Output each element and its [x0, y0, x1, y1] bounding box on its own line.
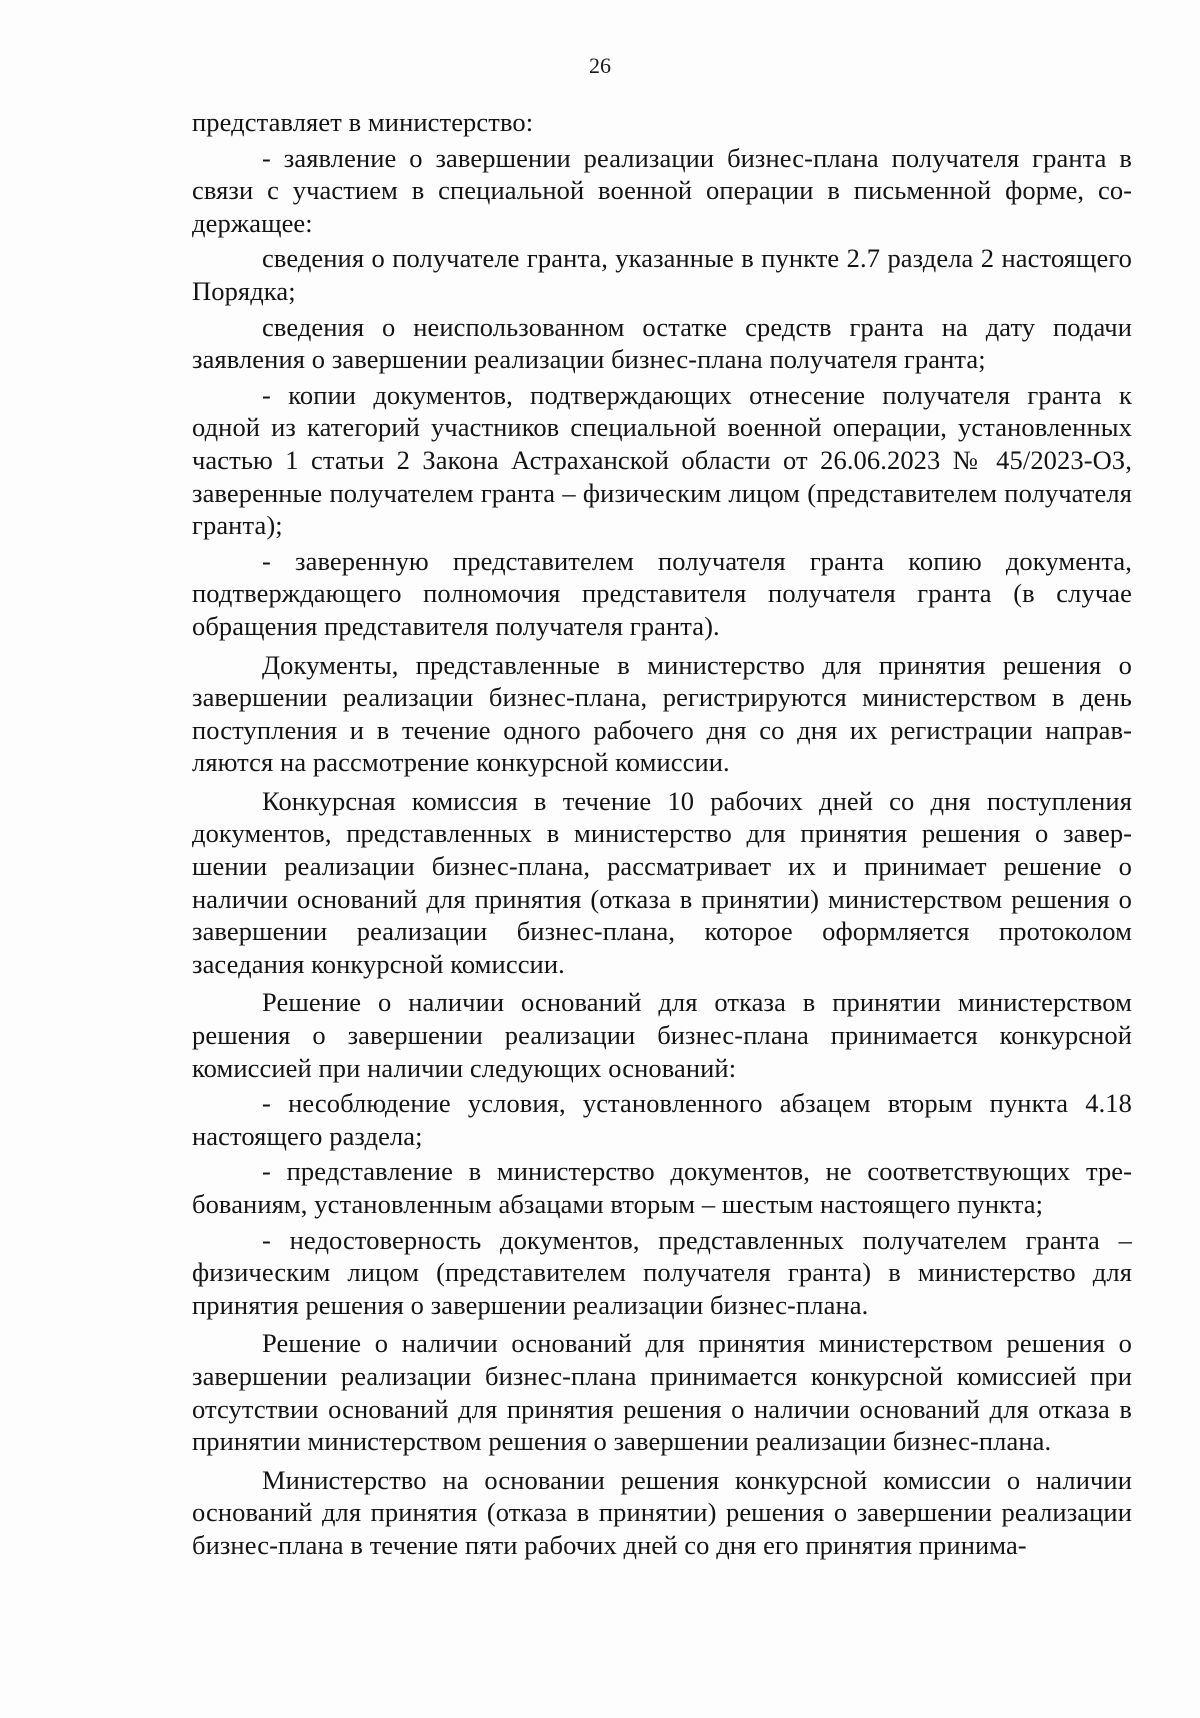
- paragraph: Министерство на основании решения конкурсной комиссии о наличии оснований для принятия (отказа в принятии) решения о завершении реализации бизнес-плана в течение пяти рабочих дней со дня его принятия принима-: [192, 1464, 1132, 1560]
- paragraph-sub-item: сведения о неиспользованном остатке средств гранта на дату подачи заявления о завершении реализации бизнес-плана получателя гранта;: [192, 311, 1132, 375]
- paragraph-list-item: - заверенную представителем получателя гранта копию документа, подтверждающего полномочия представителя получателя гранта (в случае обращения представителя получателя гранта).: [192, 545, 1132, 641]
- paragraph-list-item: - копии документов, подтверждающих отнесение получателя гранта к одной из категорий участников специальной военной операции, установленных частью 1 статьи 2 Закона Астраханской области от 26.06.2023 № 45/2023-ОЗ, заверенные получателем гранта – физическим лицом (представителем получателя гранта);: [192, 379, 1132, 541]
- paragraph-sub-item: сведения о получателе гранта, указанные в пункте 2.7 раздела 2 настоящего Порядка;: [192, 243, 1132, 306]
- paragraph: Решение о наличии оснований для отказа в принятии министерством решения о завершении реализации бизнес-плана принимается конкурсной комиссией при наличии следующих оснований:: [192, 987, 1132, 1083]
- page-number: 26: [589, 53, 611, 78]
- paragraph-list-item: - несоблюдение условия, установленного абзацем вторым пункта 4.18 настоящего раздела;: [192, 1088, 1132, 1151]
- paragraph-list-item: - представление в министерство документов, не соответствующих требованиям, установленным абзацами вторым – шестым настоящего пункта;: [192, 1156, 1132, 1219]
- paragraph-list-item: - заявление о завершении реализации бизнес-плана получателя гранта в связи с участием в специальной военной операции в письменной форме, содержащее:: [192, 142, 1132, 238]
- document-body: [192, 106, 1132, 1565]
- paragraph-list-item: - недостоверность документов, представленных получателем гранта – физическим лицом (представителем получателя гранта) в министерство для принятия решения о завершении реализации бизнес-плана.: [192, 1224, 1132, 1320]
- paragraph: Решение о наличии оснований для принятия министерством решения о завершении реализации бизнес-плана принимается конкурсной комиссией при отсутствии оснований для принятия решения о наличии оснований для отказа в принятии министерством решения о завершении реализации бизнес-плана.: [192, 1328, 1132, 1457]
- paragraph-intro: представляет в министерство:: [192, 107, 534, 137]
- paragraph: Конкурсная комиссия в течение 10 рабочих дней со дня поступления документов, представленных в министерство для принятия решения о завершении реализации бизнес-плана, рассматривает их и принимает решение о наличии оснований для принятия (отказа в принятии) министерством решения о завершении реализации бизнес-плана, которое оформляется протоколом заседания конкурсной комиссии.: [192, 785, 1132, 979]
- paragraph: Документы, представленные в министерство для принятия решения о завершении реализации бизнес-плана, регистрируются министерством в день поступления и в течение одного рабочего дня со дня их регистрации направляются на рассмотрение конкурсной комиссии.: [192, 649, 1132, 778]
